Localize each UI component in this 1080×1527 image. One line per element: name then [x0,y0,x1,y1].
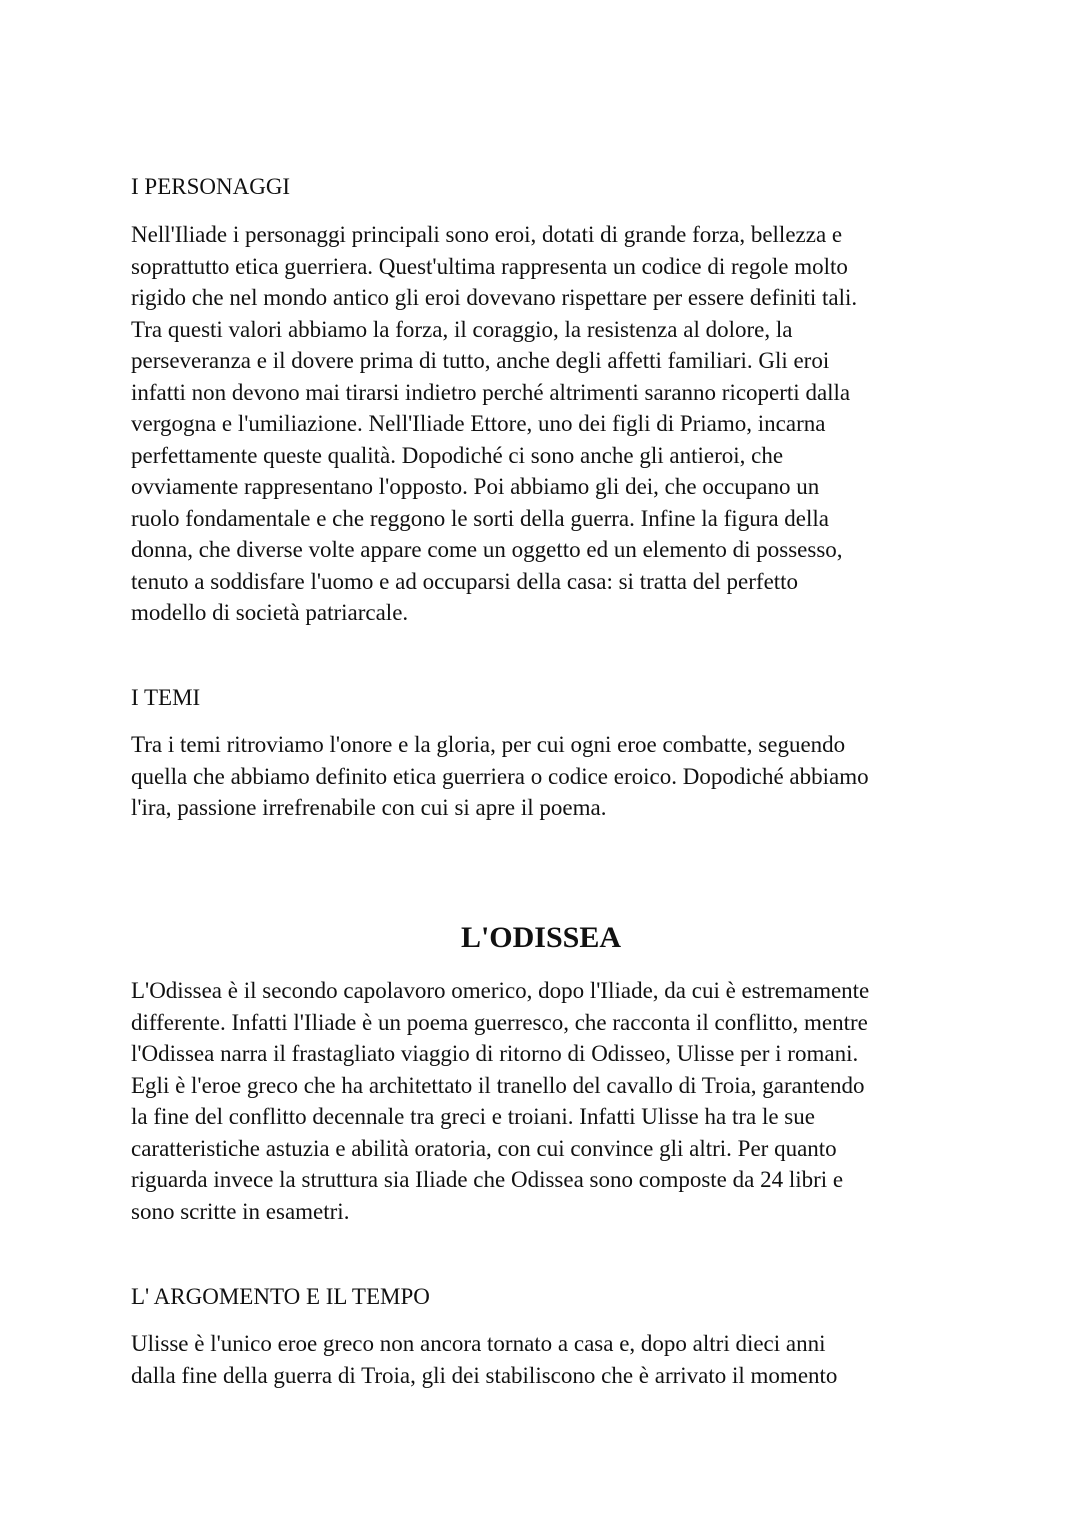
text-line: riguarda invece la struttura sia Iliade che Odissea sono composte da 24 libri e [131,1167,844,1192]
text-line: Tra questi valori abbiamo la forza, il coraggio, la resistenza al dolore, la [131,316,793,342]
text-line: differente. Infatti l'Iliade è un poema guerresco, che racconta il conflitto, mentre [131,1009,868,1035]
text-line: L'Odissea è il secondo capolavoro omerico, dopo l'Iliade, da cui è estremamente [131,978,870,1003]
text-line: la fine del conflitto decennale tra greci e troiani. Infatti Ulisse ha tra le sue [131,1104,815,1129]
section-heading-personaggi: I PERSONAGGI [131,174,291,199]
paragraph-personaggi [131,219,961,629]
text-line: ovviamente rappresentano l'opposto. Poi abbiamo gli dei, che occupano un [131,474,820,499]
chapter-title-odissea: L'ODISSEA [460,921,622,954]
text-line: infatti non devono mai tirarsi indietro perché altrimenti saranno ricoperti dalla [131,379,851,405]
section-heading-temi: I TEMI [131,685,201,710]
text-line: caratteristiche astuzia e abilità oratoria, con cui convince gli altri. Per quanto [131,1135,837,1161]
text-line: tenuto a soddisfare l'uomo e ad occuparsi della casa: si tratta del perfetto [131,568,799,594]
section-heading-argomento: L' ARGOMENTO E IL TEMPO [131,1284,430,1309]
text-line: l'ira, passione irrefrenabile con cui si apre il poema. [131,795,607,820]
text-line: perfettamente queste qualità. Dopodiché ci sono anche gli antieroi, che [131,442,784,468]
text-line: sono scritte in esametri. [131,1198,350,1224]
text-line: rigido che nel mondo antico gli eroi dovevano rispettare per essere definiti tali. [131,285,858,310]
text-line: Tra i temi ritroviamo l'onore e la gloria, per cui ogni eroe combatte, seguendo [131,732,846,757]
text-line: dalla fine della guerra di Troia, gli dei stabiliscono che è arrivato il momento [131,1362,838,1388]
text-line: Ulisse è l'unico eroe greco non ancora tornato a casa e, dopo altri dieci anni [131,1331,826,1356]
text-line: Nell'Iliade i personaggi principali sono eroi, dotati di grande forza, bellezza e [131,222,843,247]
paragraph-temi [131,729,961,824]
paragraph-argomento [131,1328,961,1391]
text-line: quella che abbiamo definito etica guerriera o codice eroico. Dopodiché abbiamo [131,763,869,789]
text-line: vergogna e l'umiliazione. Nell'Iliade Ettore, uno dei figli di Priamo, incarna [131,411,826,436]
text-line: ruolo fondamentale e che reggono le sorti della guerra. Infine la figura della [131,505,830,531]
text-line: donna, che diverse volte appare come un oggetto ed un elemento di possesso, [131,537,843,562]
text-line: l'Odissea narra il frastagliato viaggio di ritorno di Odisseo, Ulisse per i romani. [131,1041,859,1066]
paragraph-odissea [131,975,961,1227]
text-line: Egli è l'eroe greco che ha architettato il tranello del cavallo di Troia, garantendo [131,1072,865,1098]
text-line: perseveranza e il dovere prima di tutto, anche degli affetti familiari. Gli eroi [131,348,830,373]
text-line: soprattutto etica guerriera. Quest'ultima rappresenta un codice di regole molto [131,253,848,279]
text-line: modello di società patriarcale. [131,600,409,625]
